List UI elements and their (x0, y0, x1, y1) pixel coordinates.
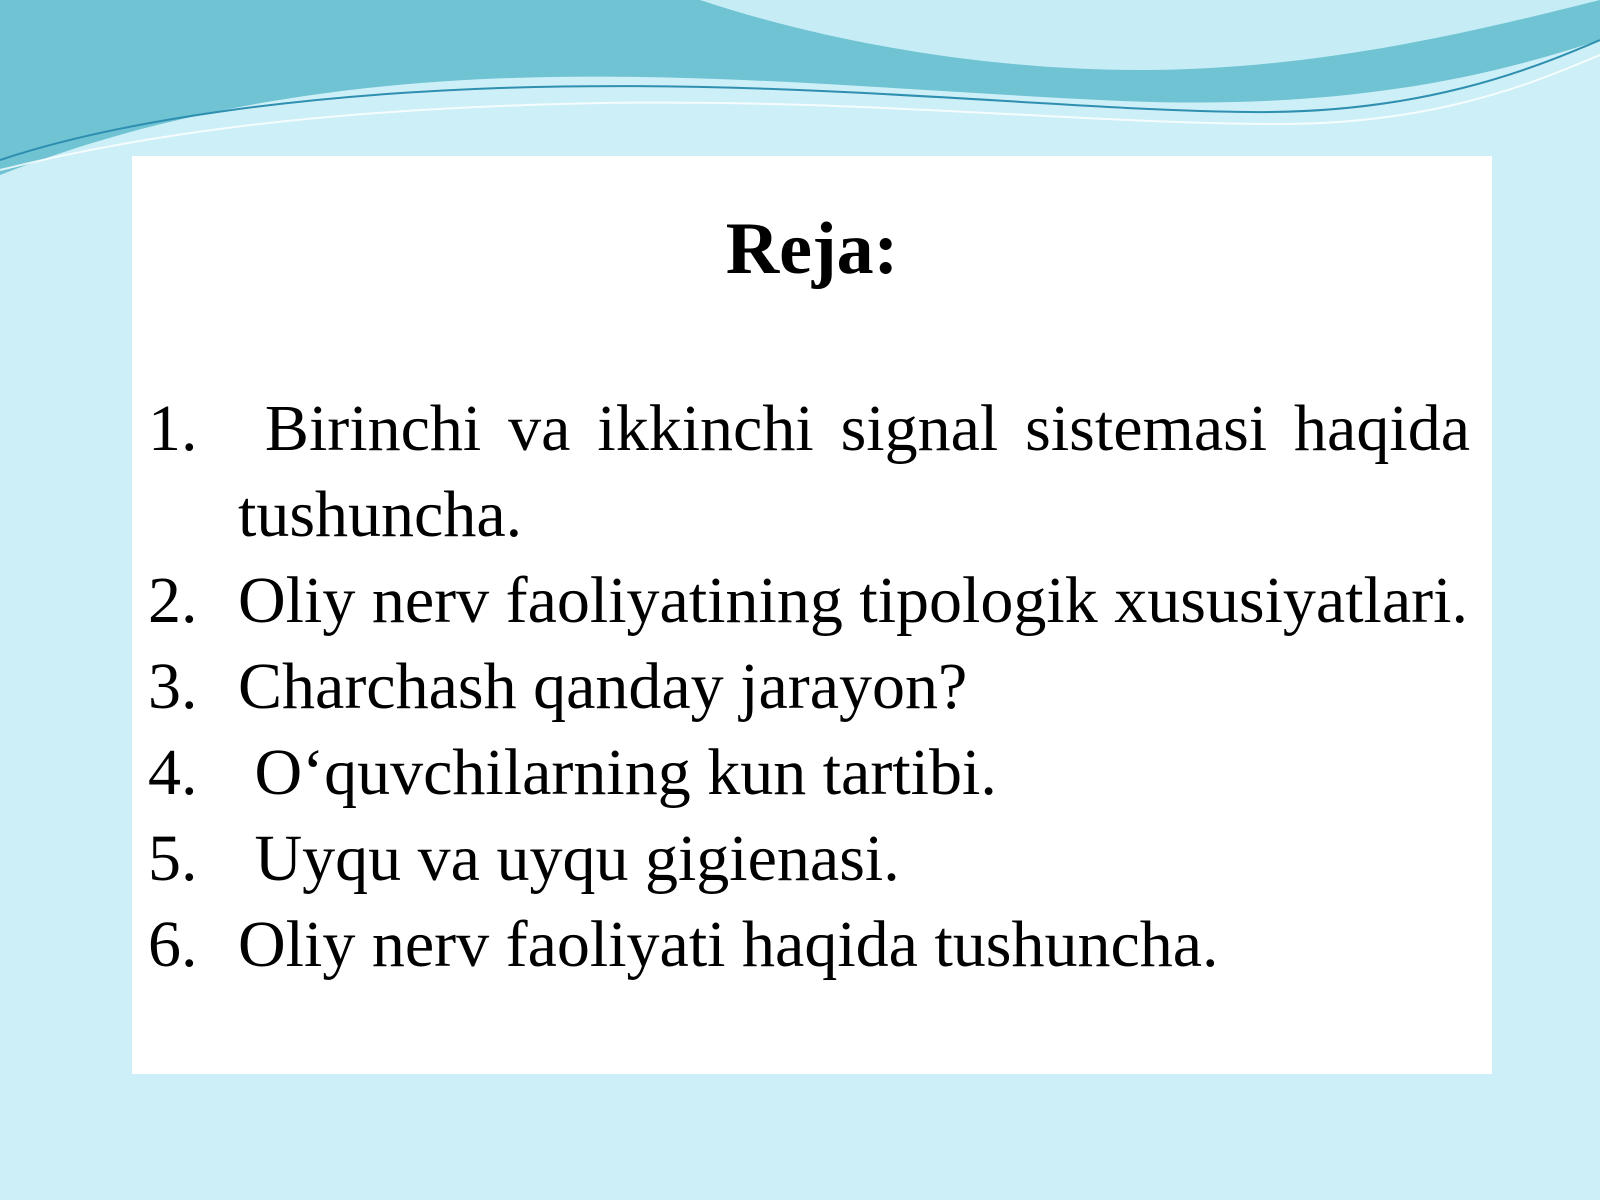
list-item (148, 558, 1470, 644)
list-item (148, 730, 1470, 816)
list-item-text: Oliy nerv faoliyati haqida tushuncha. (238, 908, 1219, 981)
list-item-text: Charchash qanday jarayon? (238, 650, 968, 723)
list-item-number: 3. (148, 650, 198, 723)
list-item-text: Uyqu va uyqu gigienasi. (238, 822, 900, 895)
list-item-number: 4. (148, 736, 198, 809)
plan-list (148, 386, 1470, 988)
list-item-text: Oliy nerv faoliyatining tipologik xususiyatlari. (238, 564, 1468, 637)
content-panel (132, 156, 1492, 1074)
list-item-number: 5. (148, 822, 198, 895)
slide-title: Reja: (725, 208, 899, 290)
list-item (148, 386, 1470, 558)
list-item-text: O‘quvchilarning kun tartibi. (238, 736, 997, 809)
list-item-number: 1. (148, 392, 198, 465)
list-item (148, 902, 1470, 988)
list-item-number: 6. (148, 908, 198, 981)
list-item (148, 644, 1470, 730)
list-item-text: Birinchi va ikkinchi signal sistemasi haqida tushuncha. (238, 392, 1470, 551)
list-item (148, 816, 1470, 902)
list-item-number: 2. (148, 564, 198, 637)
